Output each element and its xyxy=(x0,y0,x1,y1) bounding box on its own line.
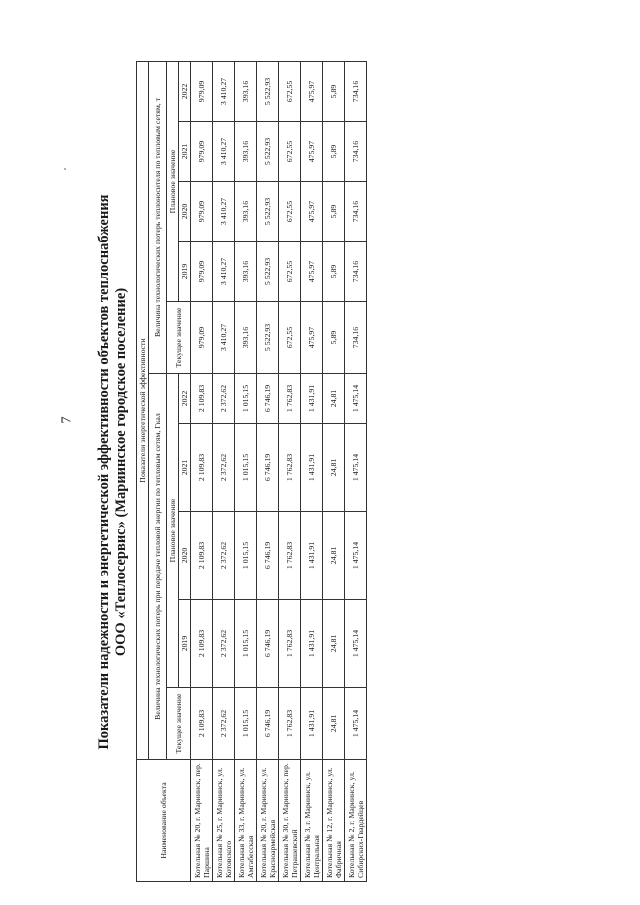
carrier-loss-cell: 672,55 xyxy=(279,182,301,242)
heat-loss-cell: 2 109,83 xyxy=(191,424,213,512)
header-heat-year: 2019 xyxy=(179,600,191,688)
heat-loss-cell: 24,81 xyxy=(323,374,345,424)
heat-loss-cell: 24,81 xyxy=(323,424,345,512)
table-row xyxy=(235,61,257,881)
header-carrier-year: 2019 xyxy=(179,242,191,302)
carrier-loss-cell: 475,97 xyxy=(301,182,323,242)
heat-loss-cell: 1 475,14 xyxy=(345,688,367,760)
page-number: 7 xyxy=(59,416,75,424)
carrier-loss-cell: 3 410,27 xyxy=(213,122,235,182)
carrier-loss-cell: 5 522,93 xyxy=(257,302,279,374)
carrier-loss-cell: 672,55 xyxy=(279,122,301,182)
heat-loss-cell: 6 746,19 xyxy=(257,424,279,512)
table-body xyxy=(137,61,367,881)
heat-loss-cell: 24,81 xyxy=(323,512,345,600)
header-carrier-current: Текущее значение xyxy=(167,302,191,374)
heat-loss-cell: 1 475,14 xyxy=(345,512,367,600)
carrier-loss-cell: 979,09 xyxy=(191,182,213,242)
heat-loss-cell: 1 762,83 xyxy=(279,688,301,760)
heat-loss-cell: 2 109,83 xyxy=(191,374,213,424)
heat-loss-cell: 2 372,62 xyxy=(213,374,235,424)
header-heat-year: 2022 xyxy=(179,374,191,424)
header-heat-year: 2020 xyxy=(179,512,191,600)
header-carrier-year: 2020 xyxy=(179,182,191,242)
carrier-loss-cell: 734,16 xyxy=(345,61,367,121)
object-name-cell: Котельная № 20, г. Мариинск, пер. Паршина xyxy=(191,760,213,882)
table-row xyxy=(213,61,235,881)
heat-loss-cell: 2 109,83 xyxy=(191,688,213,760)
heat-loss-cell: 2 372,62 xyxy=(213,600,235,688)
carrier-loss-cell: 734,16 xyxy=(345,242,367,302)
heat-loss-cell: 2 372,62 xyxy=(213,424,235,512)
header-carrier-planned: Плановое значение xyxy=(167,61,179,301)
carrier-loss-cell: 393,16 xyxy=(235,61,257,121)
heat-loss-cell: 2 372,62 xyxy=(213,688,235,760)
carrier-loss-cell: 475,97 xyxy=(301,61,323,121)
carrier-loss-cell: 3 410,27 xyxy=(213,61,235,121)
table-row xyxy=(345,61,367,881)
heat-loss-cell: 1 475,14 xyxy=(345,424,367,512)
object-name-cell: Котельная № 25, г. Мариинск, ул. Котовского xyxy=(213,760,235,882)
heat-loss-cell: 6 746,19 xyxy=(257,688,279,760)
object-name-cell: Котельная № 3, г. Мариинск, ул. Центральная xyxy=(301,760,323,882)
carrier-loss-cell: 5,89 xyxy=(323,61,345,121)
heat-loss-cell: 1 762,83 xyxy=(279,424,301,512)
carrier-loss-cell: 672,55 xyxy=(279,302,301,374)
carrier-loss-cell: 393,16 xyxy=(235,242,257,302)
header-heat-current: Текущее значение xyxy=(167,688,191,760)
header-carrier-year: 2021 xyxy=(179,122,191,182)
heat-loss-cell: 24,81 xyxy=(323,600,345,688)
title-line-1: Показатели надежности и энергетической эффективности объектов теплоснабжения xyxy=(96,194,112,750)
carrier-loss-cell: 734,16 xyxy=(345,182,367,242)
document-title xyxy=(96,62,130,882)
rotated-document xyxy=(96,62,365,882)
heat-loss-cell: 1 762,83 xyxy=(279,512,301,600)
heat-loss-cell: 1 431,91 xyxy=(301,424,323,512)
carrier-loss-cell: 734,16 xyxy=(345,302,367,374)
carrier-loss-cell: 3 410,27 xyxy=(213,302,235,374)
carrier-loss-cell: 5,89 xyxy=(323,122,345,182)
header-group: Показатели энергетической эффективности xyxy=(137,61,149,759)
heat-loss-cell: 6 746,19 xyxy=(257,512,279,600)
heat-loss-cell: 2 109,83 xyxy=(191,512,213,600)
carrier-loss-cell: 5 522,93 xyxy=(257,182,279,242)
carrier-loss-cell: 393,16 xyxy=(235,182,257,242)
carrier-loss-cell: 5,89 xyxy=(323,182,345,242)
carrier-loss-cell: 5,89 xyxy=(323,242,345,302)
heat-loss-cell: 1 762,83 xyxy=(279,600,301,688)
title-line-2: ООО «Теплосервис» (Мариинское городское поселение) xyxy=(113,287,129,657)
table-row xyxy=(191,61,213,881)
header-heat-loss: Величина технологических потерь при передаче тепловой энергии по тепловым сетям, Гкал xyxy=(149,374,167,760)
table-row xyxy=(323,61,345,881)
heat-loss-cell: 1 015,15 xyxy=(235,374,257,424)
carrier-loss-cell: 979,09 xyxy=(191,302,213,374)
heat-loss-cell: 1 431,91 xyxy=(301,512,323,600)
heat-loss-cell: 1 015,15 xyxy=(235,424,257,512)
heat-loss-cell: 1 475,14 xyxy=(345,374,367,424)
header-carrier-year: 2022 xyxy=(179,61,191,121)
carrier-loss-cell: 979,09 xyxy=(191,242,213,302)
carrier-loss-cell: 475,97 xyxy=(301,122,323,182)
heat-loss-cell: 2 109,83 xyxy=(191,600,213,688)
carrier-loss-cell: 475,97 xyxy=(301,302,323,374)
carrier-loss-cell: 672,55 xyxy=(279,242,301,302)
carrier-loss-cell: 3 410,27 xyxy=(213,242,235,302)
table-row xyxy=(301,61,323,881)
heat-loss-cell: 2 372,62 xyxy=(213,512,235,600)
heat-loss-cell: 6 746,19 xyxy=(257,374,279,424)
header-heat-planned: Плановое значение xyxy=(167,374,179,688)
carrier-loss-cell: 5 522,93 xyxy=(257,122,279,182)
object-name-cell: Котельная № 30, г. Мариинск, пер. Петрашевский xyxy=(279,760,301,882)
heat-loss-cell: 1 015,15 xyxy=(235,600,257,688)
heat-loss-cell: 1 431,91 xyxy=(301,600,323,688)
table-row xyxy=(279,61,301,881)
carrier-loss-cell: 734,16 xyxy=(345,122,367,182)
header-carrier-loss: Величина технологических потерь теплоносителя по тепловым сетям, т xyxy=(149,61,167,373)
heat-loss-cell: 1 015,15 xyxy=(235,688,257,760)
carrier-loss-cell: 3 410,27 xyxy=(213,182,235,242)
heat-loss-cell: 24,81 xyxy=(323,688,345,760)
carrier-loss-cell: 393,16 xyxy=(235,302,257,374)
header-object-name: Наименование объекта xyxy=(137,760,191,882)
object-name-cell: Котельная № 20, г. Мариинск, ул. Красноармейская xyxy=(257,760,279,882)
table-row xyxy=(257,61,279,881)
heat-loss-cell: 1 431,91 xyxy=(301,688,323,760)
heat-loss-cell: 1 015,15 xyxy=(235,512,257,600)
heat-loss-cell: 1 431,91 xyxy=(301,374,323,424)
heat-loss-cell: 6 746,19 xyxy=(257,600,279,688)
efficiency-table xyxy=(136,61,367,882)
carrier-loss-cell: 475,97 xyxy=(301,242,323,302)
carrier-loss-cell: 5,89 xyxy=(323,302,345,374)
carrier-loss-cell: 5 522,93 xyxy=(257,242,279,302)
scan-dot xyxy=(64,168,66,170)
header-heat-year: 2021 xyxy=(179,424,191,512)
object-name-cell: Котельная № 33, г. Мариинск, ул. Амгабесская xyxy=(235,760,257,882)
object-name-cell: Котельная № 2, г. Мариинск, ул. Сибирских-Гвардейцев xyxy=(345,760,367,882)
heat-loss-cell: 1 475,14 xyxy=(345,600,367,688)
object-name-cell: Котельная № 12, г. Мариинск, ул. Фабричная xyxy=(323,760,345,882)
carrier-loss-cell: 672,55 xyxy=(279,61,301,121)
carrier-loss-cell: 979,09 xyxy=(191,122,213,182)
carrier-loss-cell: 393,16 xyxy=(235,122,257,182)
carrier-loss-cell: 5 522,93 xyxy=(257,61,279,121)
carrier-loss-cell: 979,09 xyxy=(191,61,213,121)
heat-loss-cell: 1 762,83 xyxy=(279,374,301,424)
